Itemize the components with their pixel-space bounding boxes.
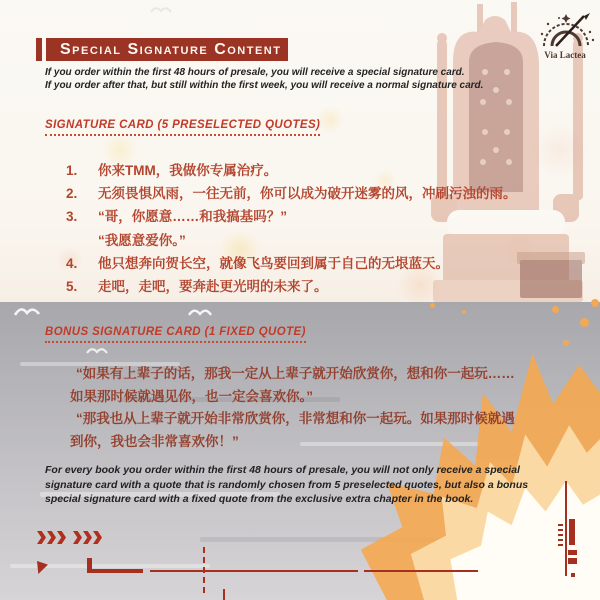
- tech-tick: [558, 524, 563, 526]
- quote-number: 3.: [66, 209, 78, 225]
- tech-tick: [558, 529, 563, 531]
- preselected-quotes-list: [66, 159, 517, 298]
- bonus-quote-line: “如果有上辈子的话，那我一定从上辈子就开始欣赏你，想和你一起玩……: [76, 366, 515, 381]
- bonus-quote-line: 如果那时候就遇见你，也一定会喜欢你。”: [70, 388, 313, 404]
- tech-tick: [558, 544, 563, 546]
- tech-rect: [568, 550, 577, 555]
- bonus-section-title: BONUS SIGNATURE CARD (1 FIXED QUOTE): [45, 326, 306, 343]
- intro-text: [45, 66, 483, 92]
- quote-text: 他只想奔向贺长空，就像飞鸟要回到属于自己的无垠蓝天。: [98, 255, 449, 271]
- ember-spark: [563, 340, 569, 346]
- ember-spark: [580, 318, 589, 327]
- outro-text: For every book you order within the first 48 hours of presale, you will not only receive a special signature card with a quote that is randomly chosen from 5 preselected quotes, but also a bonus special signature card with a fixed quote from the exclusive extra chapter in the book.: [45, 464, 529, 505]
- quote-text-continued: “我愿意爱你。”: [98, 232, 186, 248]
- tech-bar: [569, 519, 575, 545]
- tech-dot: [571, 573, 575, 577]
- tech-rect: [568, 558, 577, 564]
- quote-text: 你来TMM，我做你专属治疗。: [98, 163, 278, 178]
- signature-section-title: SIGNATURE CARD (5 PRESELECTED QUOTES): [45, 119, 320, 136]
- corner-line-horizontal: [87, 569, 143, 573]
- banner-accent-bar: [36, 38, 42, 61]
- giftbox-illustration: [520, 246, 582, 298]
- via-lactea-logo: [534, 12, 596, 60]
- intro-line-2: If you order after that, but still within the first week, you will receive a normal signature card.: [45, 80, 484, 91]
- logo-emblem-icon: [534, 12, 596, 50]
- quote-text: 无须畏惧风雨，一往无前，你可以成为破开迷雾的风，冲刷污浊的雨。: [98, 186, 517, 202]
- quote-item: [66, 205, 517, 228]
- ember-spark: [552, 306, 559, 313]
- quote-item: [66, 275, 517, 298]
- seagull-icon: [488, 80, 510, 90]
- bonus-quote: [70, 363, 580, 453]
- seagull-icon: [150, 4, 172, 14]
- tech-tick: [558, 534, 563, 536]
- quote-number: 2.: [66, 186, 78, 202]
- ember-spark: [462, 310, 466, 314]
- quote-item: [66, 159, 517, 182]
- tech-tick: [558, 539, 563, 541]
- divider-line: [364, 570, 478, 572]
- dashed-line-vertical: [203, 547, 205, 593]
- ember-spark: [591, 299, 599, 307]
- quote-text: 走吧，走吧，要奔赴更光明的未来了。: [98, 279, 328, 295]
- seagull-icon: [86, 345, 108, 356]
- seagull-icon: [188, 306, 212, 318]
- quote-number: 1.: [66, 163, 78, 178]
- bonus-quote-line: 到你，我也会非常喜欢你！”: [70, 433, 239, 449]
- logo-text: Via Lactea: [544, 50, 586, 60]
- tech-frame-line: [565, 481, 567, 576]
- intro-line-1: If you order within the first 48 hours of presale, you will receive a special signature card.: [45, 67, 465, 78]
- bonus-quote-line: “那我也从上辈子就开始非常欣赏你，非常想和你一起玩。如果那时候就遇: [76, 411, 515, 426]
- quote-number: 4.: [66, 255, 78, 271]
- page-title: Special Signature Content: [46, 38, 288, 61]
- quote-text: “哥，你愿意……和我搞基吗？”: [98, 209, 287, 225]
- divider-line: [150, 570, 358, 572]
- ember-spark: [430, 303, 435, 308]
- dashed-line-vertical: [223, 589, 225, 600]
- quote-item: [66, 252, 517, 275]
- quote-number: 5.: [66, 279, 78, 295]
- chevrons-icon: [37, 531, 103, 544]
- seagull-icon: [14, 304, 40, 318]
- quote-item: [66, 182, 517, 205]
